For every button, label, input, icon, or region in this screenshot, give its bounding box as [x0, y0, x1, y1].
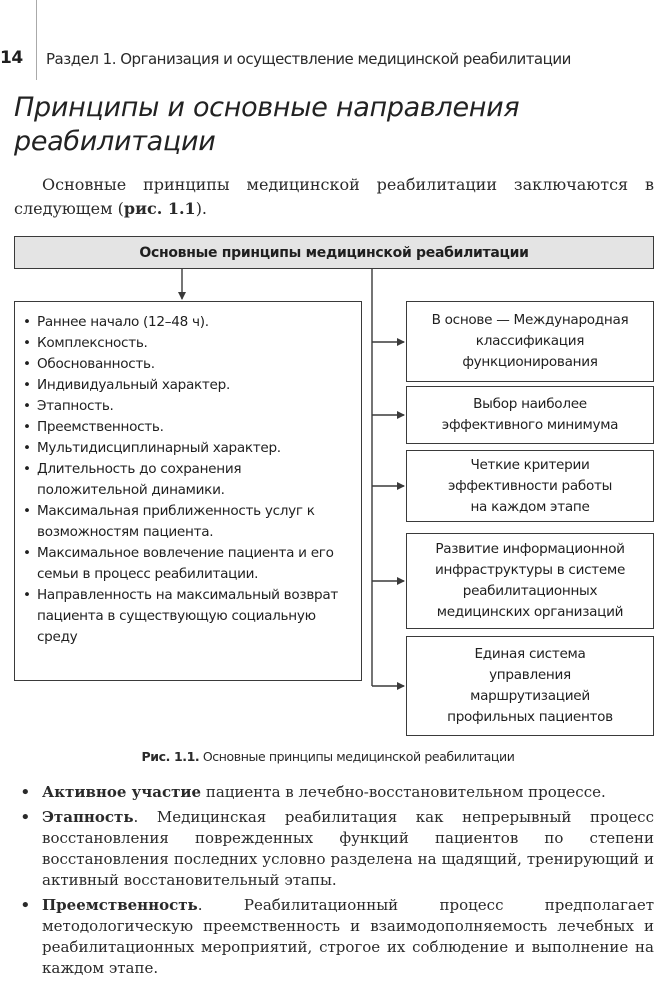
direction-box-1: [406, 301, 654, 382]
principle-item: • Мультидисциплинарный характер.: [23, 438, 351, 459]
principle-item: • Этапность.: [23, 396, 351, 417]
figure-caption-text: Основные принципы медицинской реабилитации: [199, 749, 515, 764]
diagram-top-box: Основные принципы медицинской реабилитации: [14, 236, 654, 269]
description-term: Активное участие: [42, 783, 202, 801]
direction-box-4: [406, 533, 654, 629]
description-term: Преемственность: [42, 896, 198, 914]
direction-box-3-line: Четкие критерии: [470, 456, 590, 473]
description-text: пациента в лечебно-восстановительном процессе.: [201, 783, 606, 801]
principle-item: • Раннее начало (12–48 ч).: [23, 312, 351, 333]
direction-box-3: [406, 450, 654, 522]
direction-box-2-line: Выбор наиболее: [473, 396, 587, 412]
direction-box-4-line: инфраструктуры в системе: [434, 562, 626, 578]
direction-box-4-line: реабилитационных: [462, 583, 598, 599]
page-number: 14: [0, 48, 23, 68]
principle-item: • Обоснованность.: [23, 354, 351, 375]
principles-description-list: [42, 782, 654, 983]
section-title: [14, 91, 644, 159]
direction-box-3-line: на каждом этапе: [470, 498, 590, 515]
description-item: [42, 807, 654, 891]
principle-item: • Длительность до сохранения положительной динамики.: [23, 459, 351, 501]
description-item: [42, 895, 654, 979]
direction-box-4-line: медицинских организаций: [436, 604, 624, 620]
section-title-line-2: реабилитации: [14, 126, 216, 157]
principle-item: • Максимальная приближенность услуг к возможностям пациента.: [23, 501, 351, 543]
direction-box-5-line: Единая система: [474, 646, 586, 662]
running-head: Раздел 1. Организация и осуществление медицинской реабилитации: [46, 50, 571, 68]
principles-list: [23, 312, 351, 648]
figure-reference: рис. 1.1: [123, 199, 196, 218]
description-text: . Реабилитационный процесс предполагает методологическую преемственность и взаимодополняемость лечебных и реабилитационных мероприятий, строгое их соблюдение и выполнение на каждом этапе.: [42, 896, 654, 977]
direction-box-4-line: Развитие информационной: [435, 541, 625, 557]
principle-item: • Преемственность.: [23, 417, 351, 438]
principle-item: • Комплексность.: [23, 333, 351, 354]
direction-box-1-line: В основе — Международная: [431, 312, 629, 328]
description-text: . Медицинская реабилитация как непрерывный процесс восстановления поврежденных функций пациентов по степени восстановления последних условно разделена на щадящий, тренирующий и активный восстановительный этапы.: [42, 808, 654, 889]
figure-label: Рис. 1.1.: [141, 749, 200, 764]
figure-caption: [0, 749, 656, 764]
direction-box-5: [406, 636, 654, 736]
description-item: [42, 782, 654, 803]
intro-end: ).: [195, 199, 208, 218]
description-term: Этапность: [42, 808, 134, 826]
direction-box-2: [406, 386, 654, 444]
direction-box-5-line: маршрутизацией: [470, 688, 590, 704]
intro-paragraph: [14, 173, 654, 221]
section-title-line-1: Принципы и основные направления: [14, 92, 520, 123]
direction-box-2-line: эффективного минимума: [441, 417, 619, 433]
direction-box-5-line: управления: [489, 667, 571, 683]
principles-list-box: [14, 301, 362, 681]
direction-box-3-line: эффективности работы: [447, 477, 613, 494]
header-divider: [36, 0, 37, 80]
principle-item: • Направленность на максимальный возврат пациента в существующую социальную среду: [23, 585, 351, 648]
intro-text: Основные принципы медицинской реабилитации заключаются в следующем (: [14, 175, 654, 218]
principle-item: • Индивидуальный характер.: [23, 375, 351, 396]
direction-box-1-line: классификация: [475, 333, 585, 349]
direction-box-1-line: функционирования: [462, 354, 598, 370]
direction-box-5-line: профильных пациентов: [447, 709, 613, 725]
principle-item: • Максимальное вовлечение пациента и его семьи в процесс реабилитации.: [23, 543, 351, 585]
